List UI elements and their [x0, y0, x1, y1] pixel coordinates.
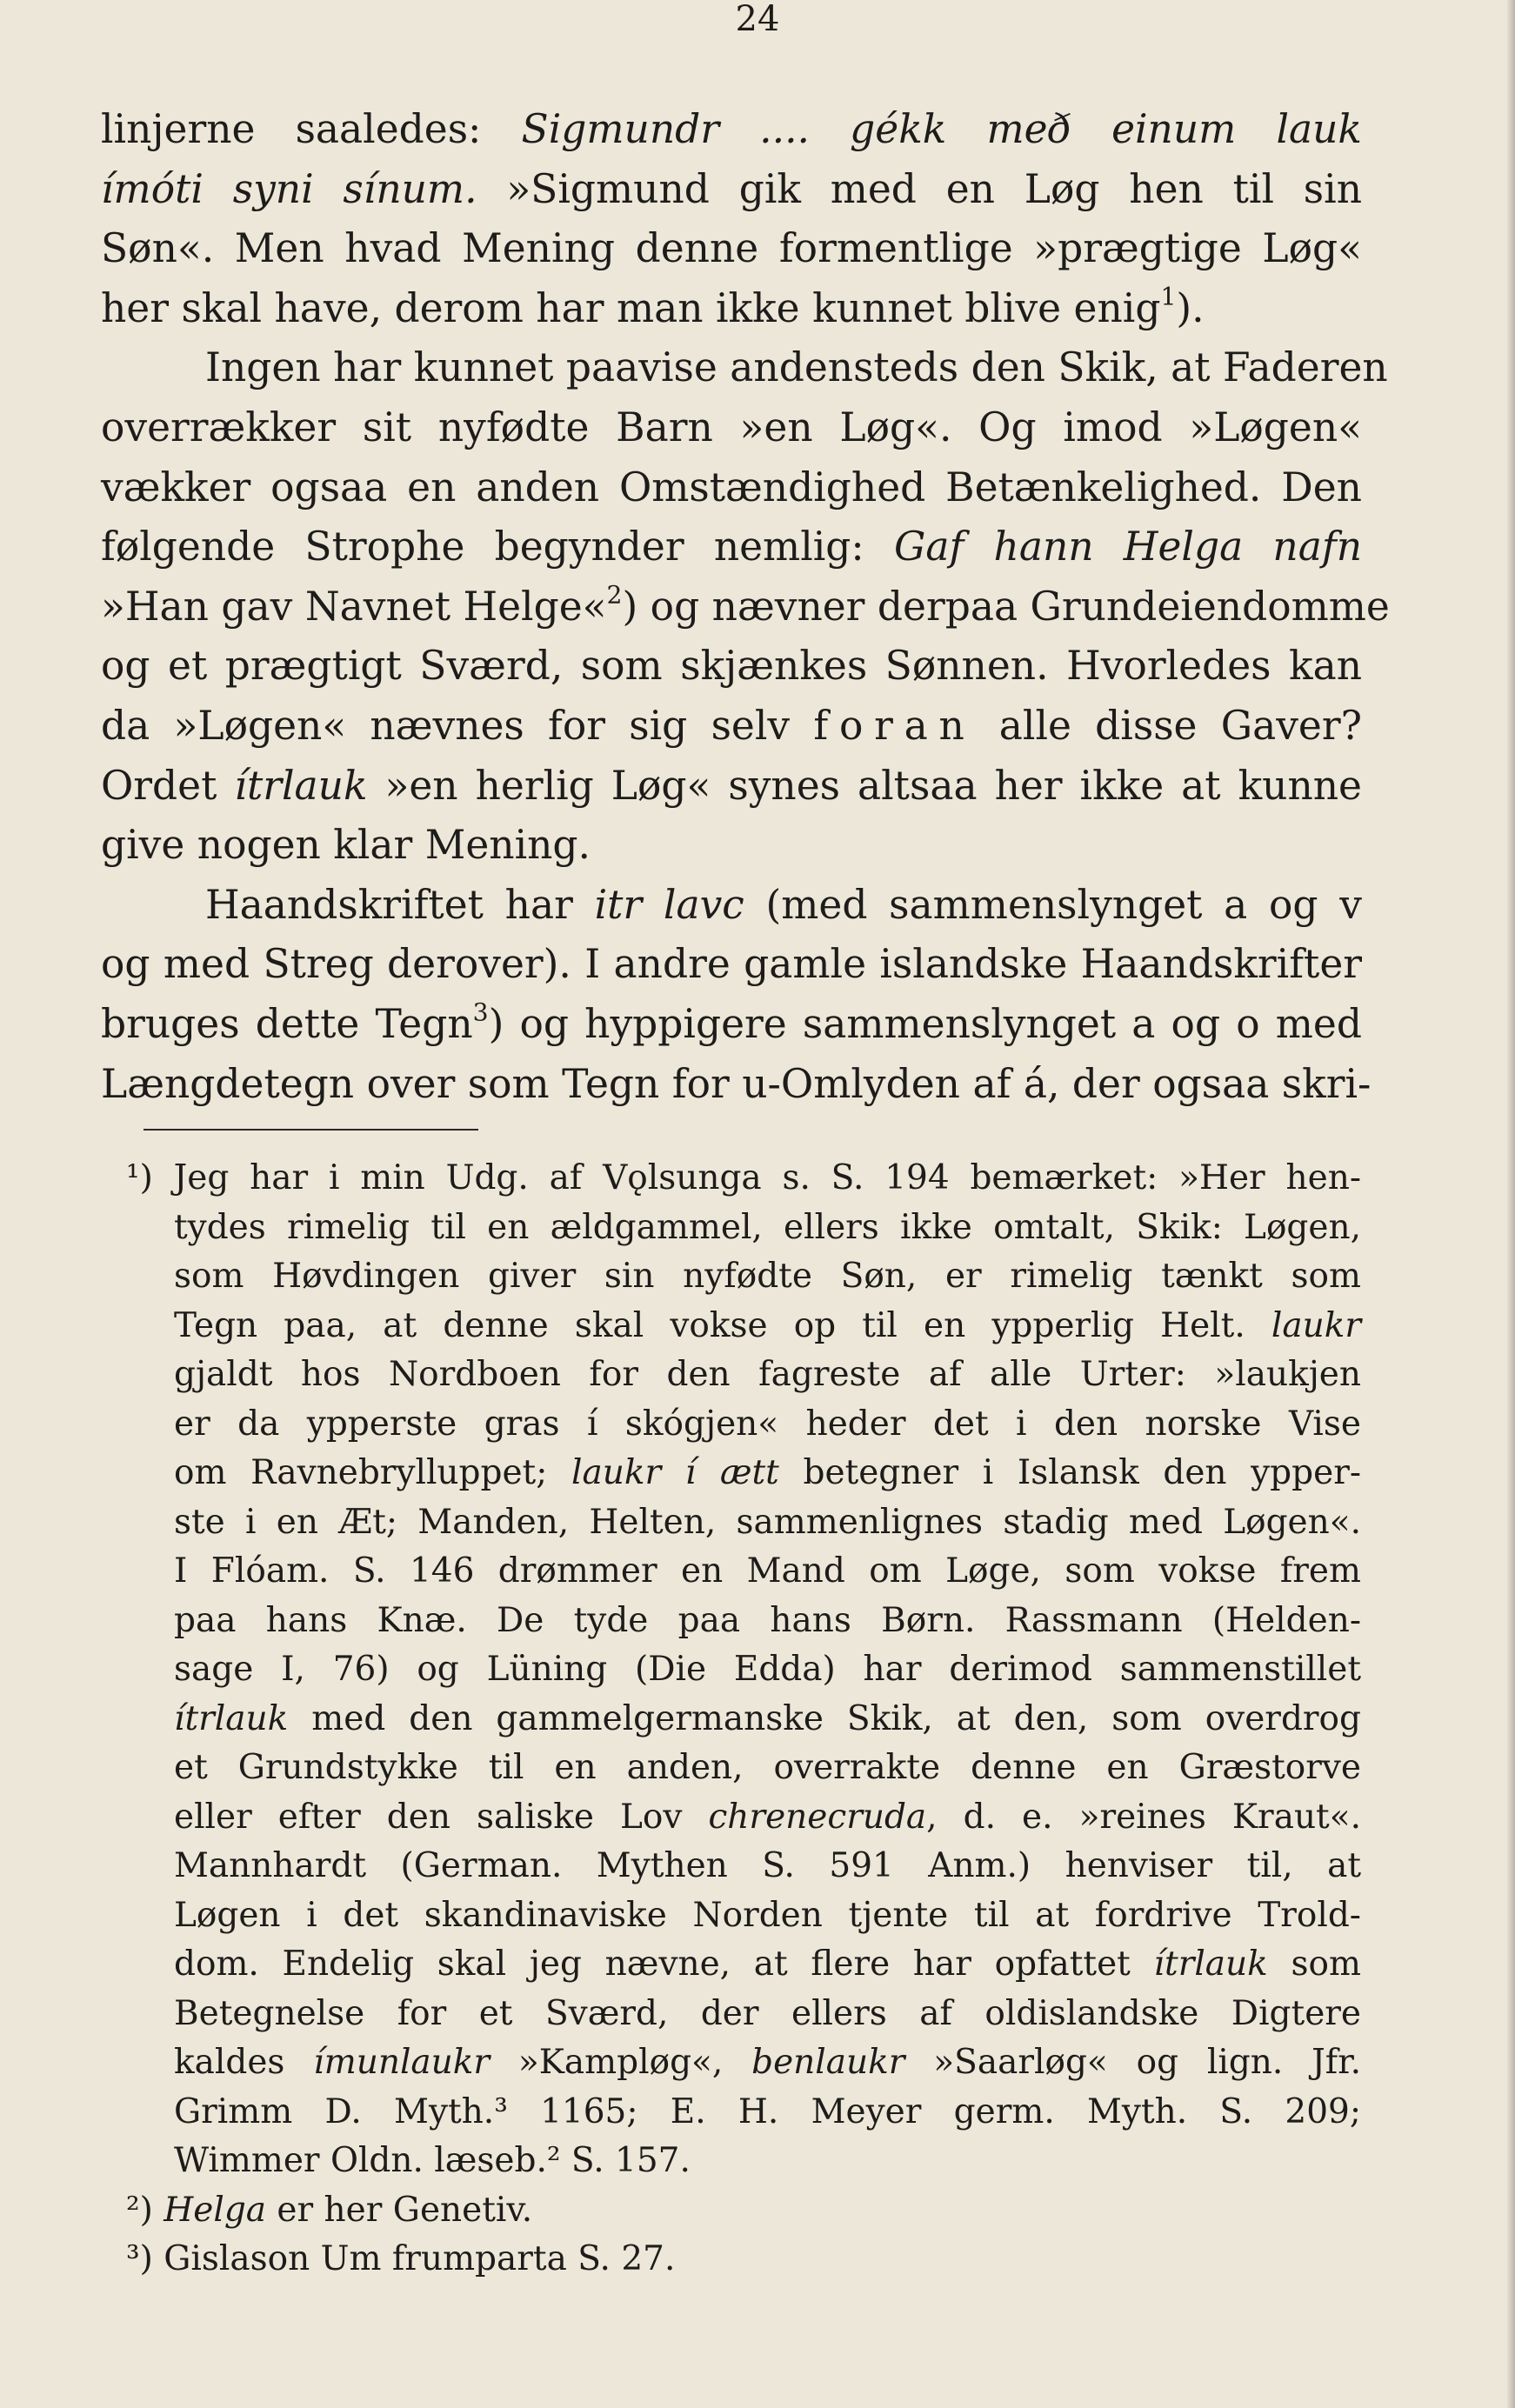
text-line: Søn«. Men hvad Mening denne formentlige »prægtige Løg«: [101, 225, 1362, 272]
footnote-line: Wimmer Oldn. læseb.² S. 157.: [174, 2141, 691, 2180]
footnote-ref: 3: [472, 997, 489, 1027]
footnote-line: eller efter den saliske Lov chrenecruda, d. e. »reines Kraut«.: [174, 1797, 1361, 1837]
footnote-line: dom. Endelig skal jeg nævne, at flere har opfattet ítrlauk som: [174, 1944, 1361, 1984]
footnote-line: ítrlauk med den gammelgermanske Skik, at den, som overdrog: [174, 1698, 1361, 1738]
text-line: linjerne saaledes: Sigmundr .... gékk með einum lauk: [101, 106, 1363, 152]
footnote-line: er da ypperste gras í skógjen« heder det i den norske Vise: [174, 1404, 1361, 1444]
footnote-line: om Ravnebrylluppet; laukr í ætt betegner i Islansk den ypper-: [174, 1453, 1362, 1492]
page-edge-shadow: [1506, 0, 1515, 2408]
footnote-line: ¹) Jeg har i min Udg. af Vǫlsunga s. S. 194 bemærket: »Her hen-: [126, 1158, 1361, 1197]
text-line: og med Streg derover). I andre gamle islandske Haandskrifter: [101, 941, 1362, 988]
footnote-line: ste i en Æt; Manden, Helten, sammenlignes stadig med Løgen«.: [174, 1502, 1361, 1542]
footnote-line: Mannhardt (German. Mythen S. 591 Anm.) henviser til, at: [174, 1846, 1361, 1885]
text-line: »Han gav Navnet Helge«$^2$) og nævner derpaa Grundeiendomme: [101, 580, 1390, 630]
text-line: og et prægtigt Sværd, som skjænkes Sønnen. Hvorledes kan: [101, 643, 1362, 690]
body-text: [101, 100, 1390, 1114]
footnote-line: Løgen i det skandinaviske Norden tjente til at fordrive Trold-: [174, 1895, 1361, 1935]
footnote-line: kaldes ímunlaukr »Kampløg«, benlaukr »Saarløg« og lign. Jfr.: [174, 2043, 1361, 2082]
footnote-line: Betegnelse for et Sværd, der ellers af oldislandske Digtere: [174, 1993, 1361, 2033]
footnote-ref: 1: [1160, 282, 1177, 311]
footnote-line: tydes rimelig til en ældgammel, ellers ikke omtalt, Skik: Løgen,: [174, 1207, 1361, 1247]
text-line: bruges dette Tegn$^3$) og hyppigere sammenslynget a og o med: [101, 997, 1362, 1047]
text-line: give nogen klar Mening.: [101, 822, 591, 869]
footnote-line: paa hans Knæ. De tyde paa hans Børn. Rassmann (Helden-: [174, 1600, 1361, 1640]
text-line: her skal have, derom har man ikke kunnet blive enig$^1$).: [101, 282, 1205, 331]
text-line: Haandskriftet har itr lavc (med sammenslynget a og v: [205, 881, 1362, 928]
text-line: ímóti syni sínum. »Sigmund gik med en Løg hen til sin: [101, 165, 1362, 212]
text-line: Længdetegn over som Tegn for u-Omlyden af á, der ogsaa skri-: [101, 1060, 1372, 1107]
footnote-line: som Høvdingen giver sin nyfødte Søn, er rimelig tænkt som: [174, 1257, 1361, 1296]
footnote-line: et Grundstykke til en anden, overrakte denne en Græstorve: [174, 1748, 1361, 1787]
text-line: Ordet ítrlauk »en herlig Løg« synes altsaa her ikke at kunne: [101, 762, 1362, 809]
footnote-line: ³) Gislason Um frumparta S. 27.: [126, 2239, 676, 2278]
text-line: overrækker sit nyfødte Barn »en Løg«. Og imod »Løgen«: [101, 404, 1362, 450]
text-line: da »Løgen« nævnes for sig selv foran alle disse Gaver?: [101, 702, 1362, 749]
footnote-divider: [143, 1129, 478, 1131]
page-number: 24: [735, 0, 780, 39]
footnote-line: gjaldt hos Nordboen for den fagreste af alle Urter: »laukjen: [174, 1355, 1361, 1394]
text-line: vækker ogsaa en anden Omstændighed Betænkelighed. Den: [101, 464, 1362, 510]
footnote-line: Tegn paa, at denne skal vokse op til en ypperlig Helt. laukr: [174, 1305, 1361, 1345]
text-line: Ingen har kunnet paavise andensteds den Skik, at Faderen: [205, 344, 1388, 391]
footnote-ref: 2: [606, 580, 623, 610]
footnote-line: sage I, 76) og Lüning (Die Edda) har derimod sammenstillet: [174, 1650, 1361, 1689]
footnote-line: ²) Helga er her Genetiv.: [126, 2190, 533, 2230]
footnotes: [126, 1154, 1361, 2285]
footnote-line: Grimm D. Myth.³ 1165; E. H. Meyer germ. Myth. S. 209;: [174, 2091, 1361, 2131]
text-line: følgende Strophe begynder nemlig: Gaf hann Helga nafn: [101, 524, 1362, 570]
footnote-line: I Flóam. S. 146 drømmer en Mand om Løge, som vokse frem: [174, 1551, 1361, 1591]
